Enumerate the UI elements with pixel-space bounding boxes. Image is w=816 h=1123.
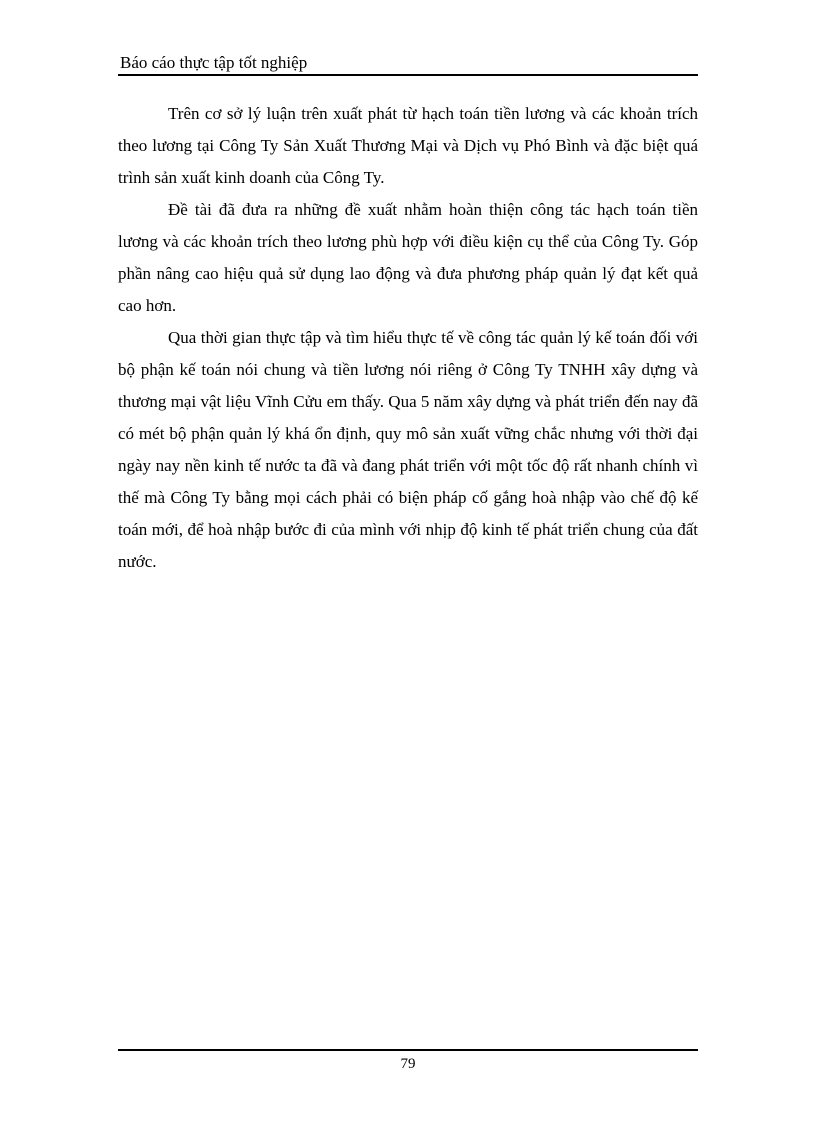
page-number: 79 — [400, 1056, 416, 1072]
page-header-title: Báo cáo thực tập tốt nghiệp — [120, 53, 308, 72]
paragraph-1: Trên cơ sở lý luận trên xuất phát từ hạch toán tiền lương và các khoản trích theo lương tại Công Ty Sản Xuất Thương Mại và Dịch vụ Phó Bình và đặc biệt quá trình sản xuất kinh doanh của Công Ty. — [118, 104, 698, 187]
paragraph-3: Qua thời gian thực tập và tìm hiểu thực tế về công tác quản lý kế toán đối với bộ phận kế toán nói chung và tiền lương nói riêng ở Công Ty TNHH xây dựng và thương mại vật liệu Vĩnh Cửu em thấy. Qua 5 năm xây dựng và phát triển đến nay đã có mét bộ phận quản lý khá ổn định, quy mô sản xuất vững chắc nhưng với thời đại ngày nay nền kinh tế nước ta đã và đang phát triển với một tốc độ rất nhanh chính vì thế mà Công Ty bằng mọi cách phải có biện pháp cố gắng hoà nhập vào chế độ kế toán mới, để hoà nhập bước đi của mình với nhịp độ kinh tế phát triển chung của đất nước. — [118, 328, 698, 571]
paragraph-2: Đề tài đã đưa ra những đề xuất nhằm hoàn thiện công tác hạch toán tiền lương và các khoản trích theo lương phù hợp với điều kiện cụ thể của Công Ty. Góp phần nâng cao hiệu quả sử dụng lao động và đưa phương pháp quản lý đạt kết quả cao hơn. — [118, 200, 698, 315]
footer-divider — [118, 1049, 698, 1051]
header-divider — [118, 74, 698, 76]
body-text — [118, 98, 698, 578]
